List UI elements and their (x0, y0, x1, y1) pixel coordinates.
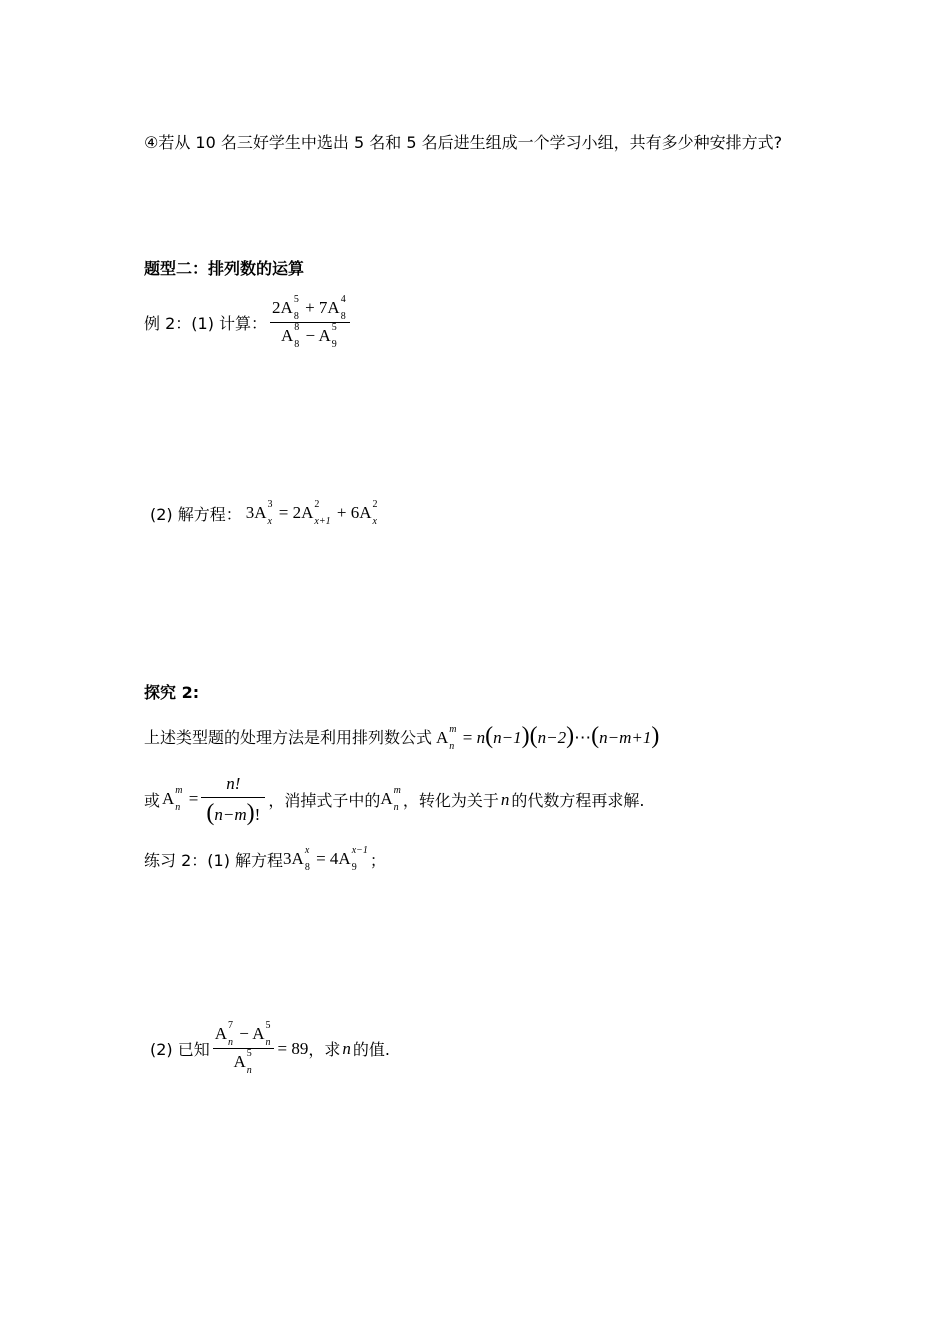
p2b-num-term-1-sup: 7 (228, 1020, 234, 1032)
p2b-num-term-2-sup: 5 (265, 1020, 271, 1032)
practice-2b-fraction (213, 1020, 275, 1077)
practice-2-label: 练习 2：(1) 解方程 (144, 851, 284, 870)
practice-term-1-sub: 8 (304, 862, 310, 874)
formula-1-factor-1: n−1 (493, 728, 522, 747)
p2b-end-pre: ，求 (308, 1040, 341, 1060)
formula-3-sup: m (393, 785, 401, 797)
den-term-2-sup: 5 (331, 322, 337, 334)
p2b-variable-n: n (342, 1038, 351, 1058)
permutation-formula-2 (162, 785, 199, 814)
eq-plus: + (336, 502, 347, 522)
den-term-1: A (281, 326, 294, 346)
den-term-1-sup: 8 (294, 322, 300, 334)
explore-2-mid-text: ，消掉式子中的 (268, 791, 381, 810)
den-operator: − (305, 326, 316, 346)
explore-2-or: 或 (144, 791, 161, 810)
example-2-fraction (270, 294, 350, 351)
p2b-den-term: A (233, 1052, 246, 1072)
formula-2-denominator: n−m (214, 805, 247, 824)
p2b-num-op: − (239, 1024, 249, 1043)
eq-term-2-sub: x+1 (314, 516, 331, 528)
den-term-2-sub: 9 (331, 339, 337, 351)
explore-2-title: 探究 2: (144, 683, 200, 702)
example-2b-label: (2) 解方程： (150, 505, 242, 524)
explore-2-end-text: 的代数方程再求解. (511, 791, 645, 810)
explore-2-mid-text-2: ，转化为关于 (402, 791, 499, 810)
p2b-num-term-2-sub: n (265, 1037, 271, 1049)
eq-term-2-sup: 2 (314, 499, 320, 511)
practice-term-1-sup: x (304, 845, 310, 857)
p2b-den-sub: n (246, 1065, 252, 1077)
p2b-num-term-1: A (214, 1024, 228, 1043)
num-term-2-sup: 4 (340, 294, 346, 306)
explore-2-line-2 (144, 774, 645, 825)
practice-2-part-2 (150, 1020, 390, 1077)
eq-term-3-sub: x (372, 516, 377, 528)
formula-1-factor-2: n−2 (537, 728, 567, 747)
practice-term-1: 3A (283, 848, 304, 868)
question-4-text: ④若从 10 名三好学生中选出 5 名和 5 名后进生组成一个学习小组，共有多少种安排方式? (144, 133, 783, 152)
permutation-symbol (380, 785, 403, 814)
eq-term-1: 3A (245, 502, 267, 522)
formula-3-sub: n (393, 802, 399, 814)
practice-end: ； (369, 851, 386, 870)
num-operator: + (305, 298, 315, 317)
example-2b-equation (245, 499, 380, 528)
p2b-num-term-2: A (252, 1024, 265, 1043)
den-term-2: A (318, 326, 331, 346)
practice-2-part-1 (144, 845, 386, 874)
formula-2-sup: m (175, 785, 183, 797)
p2b-end-post: 的值. (352, 1040, 390, 1060)
formula-1-A: A (436, 728, 449, 747)
practice-eq: = (316, 848, 326, 868)
num-term-2-sub: 8 (340, 311, 346, 323)
practice-2-equation (283, 845, 370, 874)
eq-term-2: 2A (292, 502, 314, 522)
eq-term-3-sup: 2 (372, 499, 378, 511)
num-term-1: 2A (272, 298, 293, 317)
formula-2-A: A (162, 788, 175, 808)
p2b-den-sup: 5 (246, 1048, 252, 1060)
formula-1-sub: n (449, 741, 455, 753)
p2b-num-term-1-sub: n (228, 1037, 234, 1049)
practice-term-2: 4A (329, 848, 351, 868)
practice-2b-label: (2) 已知 (150, 1040, 210, 1060)
formula-2-fraction: $\frac{n!}{(n-m)!}$ (201, 774, 265, 825)
example-2-part-2 (150, 499, 379, 528)
formula-1-sup: m (449, 724, 457, 736)
eq-term-1-sup: 3 (267, 499, 273, 511)
formula-2-sub: n (175, 802, 181, 814)
explore-2-line-1-text: 上述类型题的处理方法是利用排列数公式 (144, 728, 433, 748)
permutation-formula-1: A m n = n(n−1)(n−2)⋯(n−m+1) (436, 723, 660, 753)
num-term-2: 7A (318, 298, 340, 317)
example-2-part-1 (144, 294, 353, 351)
num-term-1-sub: 8 (293, 311, 299, 323)
formula-1-dots: ⋯ (574, 728, 592, 747)
formula-1-eq: = (462, 728, 473, 747)
example-2-label: 例 2：(1) 计算： (144, 314, 268, 334)
section-2-title: 题型二：排列数的运算 (144, 259, 305, 278)
formula-1-n: n (476, 728, 486, 747)
practice-term-2-sup: x−1 (351, 845, 368, 857)
eq-term-1-sub: x (267, 516, 272, 528)
explore-2-line-1 (144, 723, 660, 753)
eq-sign: = (278, 502, 289, 522)
practice-term-2-sub: 9 (351, 862, 357, 874)
eq-term-3: 6A (350, 502, 372, 522)
num-term-1-sup: 5 (293, 294, 299, 306)
formula-3-A: A (380, 788, 393, 808)
formula-1-factor-3: n−m+1 (599, 728, 652, 747)
formula-2-eq: = (188, 788, 199, 808)
den-term-1-sub: 8 (294, 339, 300, 351)
explore-2-variable-n: n (500, 789, 510, 809)
p2b-rhs: = 89 (277, 1038, 309, 1058)
formula-2-numerator: n! (226, 774, 241, 793)
formula-2-factorial: ! (254, 805, 261, 824)
